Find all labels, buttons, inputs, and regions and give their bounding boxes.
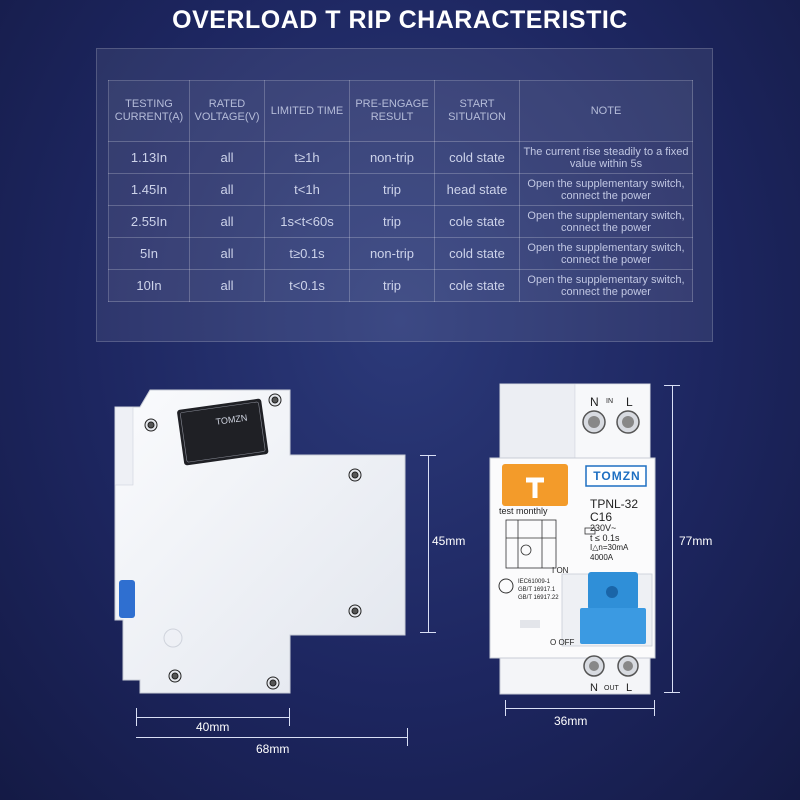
table-row bbox=[109, 206, 693, 238]
cell-note: The current rise steadily to a fixed value within 5s bbox=[520, 142, 693, 174]
cell-time: 1s<t<60s bbox=[265, 206, 350, 238]
cell-result: trip bbox=[350, 206, 435, 238]
standard-1: IEC61009-1 bbox=[518, 579, 551, 585]
bottom-terminal-n: N bbox=[590, 682, 598, 694]
cell-result: non-trip bbox=[350, 142, 435, 174]
top-terminal-n: N bbox=[590, 395, 599, 409]
cell-voltage: all bbox=[190, 238, 265, 270]
header-start-situation: START SITUATION bbox=[435, 81, 520, 142]
breaker-side-view bbox=[105, 385, 415, 705]
cell-time: t<0.1s bbox=[265, 270, 350, 302]
cell-note: Open the supplementary switch, connect the power bbox=[520, 238, 693, 270]
cell-note: Open the supplementary switch, connect the power bbox=[520, 174, 693, 206]
brand-logo: TOMZN bbox=[593, 469, 641, 483]
cell-voltage: all bbox=[190, 142, 265, 174]
table-header-row bbox=[109, 81, 693, 142]
dim-tick bbox=[664, 385, 680, 386]
spec-time: t ≤ 0.1s bbox=[590, 533, 620, 543]
dim-line-side-height bbox=[428, 455, 429, 633]
dim-line-front-height bbox=[672, 385, 673, 693]
test-monthly-label: test monthly bbox=[499, 506, 548, 516]
cell-current: 10In bbox=[109, 270, 190, 302]
cell-current: 5In bbox=[109, 238, 190, 270]
cell-time: t≥0.1s bbox=[265, 238, 350, 270]
cell-situation: cold state bbox=[435, 238, 520, 270]
header-pre-engage-result: PRE-ENGAGE RESULT bbox=[350, 81, 435, 142]
spec-residual: I△n=30mA bbox=[590, 543, 629, 552]
cell-voltage: all bbox=[190, 270, 265, 302]
cell-current: 1.45In bbox=[109, 174, 190, 206]
header-limited-time: LIMITED TIME bbox=[265, 81, 350, 142]
header-note: NOTE bbox=[520, 81, 693, 142]
cell-situation: cold state bbox=[435, 142, 520, 174]
model-label: TPNL-32 bbox=[590, 497, 639, 511]
cell-time: t<1h bbox=[265, 174, 350, 206]
dim-front-width: 36mm bbox=[554, 714, 588, 728]
cell-note: Open the supplementary switch, connect the power bbox=[520, 206, 693, 238]
page-title: OVERLOAD T RIP CHARACTERISTIC bbox=[172, 6, 628, 34]
standard-3: GB/T 16917.22 bbox=[518, 595, 559, 601]
top-terminal-in: IN bbox=[606, 398, 613, 405]
cell-situation: cole state bbox=[435, 270, 520, 302]
dim-side-depth-top: 40mm bbox=[196, 720, 230, 734]
dim-front-height: 77mm bbox=[679, 534, 713, 548]
cell-note: Open the supplementary switch, connect the power bbox=[520, 270, 693, 302]
cell-voltage: all bbox=[190, 206, 265, 238]
table-row bbox=[109, 238, 693, 270]
bottom-terminal-out: OUT bbox=[604, 685, 619, 692]
dim-tick bbox=[407, 728, 408, 746]
dim-tick bbox=[289, 708, 290, 726]
table-row bbox=[109, 174, 693, 206]
dim-line-side-depth-total bbox=[136, 737, 408, 738]
breaker-front-view bbox=[488, 380, 668, 700]
cell-voltage: all bbox=[190, 174, 265, 206]
off-label: O OFF bbox=[550, 638, 575, 647]
dim-tick bbox=[654, 700, 655, 716]
trip-characteristic-table bbox=[108, 80, 693, 302]
cell-result: trip bbox=[350, 174, 435, 206]
dim-tick bbox=[664, 692, 680, 693]
cell-situation: head state bbox=[435, 174, 520, 206]
cell-situation: cole state bbox=[435, 206, 520, 238]
dim-tick bbox=[420, 455, 436, 456]
cell-time: t≥1h bbox=[265, 142, 350, 174]
side-label-brand: TOMZN bbox=[215, 412, 248, 427]
dim-side-height: 45mm bbox=[432, 534, 466, 548]
dim-side-depth-total: 68mm bbox=[256, 742, 290, 756]
table-row bbox=[109, 142, 693, 174]
cell-result: trip bbox=[350, 270, 435, 302]
spec-capacity: 4000A bbox=[590, 553, 614, 562]
dim-tick bbox=[420, 632, 436, 633]
cell-current: 2.55In bbox=[109, 206, 190, 238]
dim-tick bbox=[136, 708, 137, 726]
cell-current: 1.13In bbox=[109, 142, 190, 174]
dim-line-side-depth-top bbox=[136, 717, 290, 718]
spec-voltage: 230V~ bbox=[590, 523, 617, 533]
bottom-terminal-l: L bbox=[626, 682, 633, 694]
on-label: I ON bbox=[552, 566, 569, 575]
header-rated-voltage: RATED VOLTAGE(V) bbox=[190, 81, 265, 142]
cell-result: non-trip bbox=[350, 238, 435, 270]
top-terminal-l: L bbox=[626, 395, 633, 409]
standard-2: GB/T 16917.1 bbox=[518, 587, 556, 593]
table-row bbox=[109, 270, 693, 302]
dim-tick bbox=[505, 700, 506, 716]
dim-line-front-width bbox=[505, 708, 655, 709]
header-testing-current: TESTING CURRENT(A) bbox=[109, 81, 190, 142]
rating-label: C16 bbox=[590, 510, 613, 524]
